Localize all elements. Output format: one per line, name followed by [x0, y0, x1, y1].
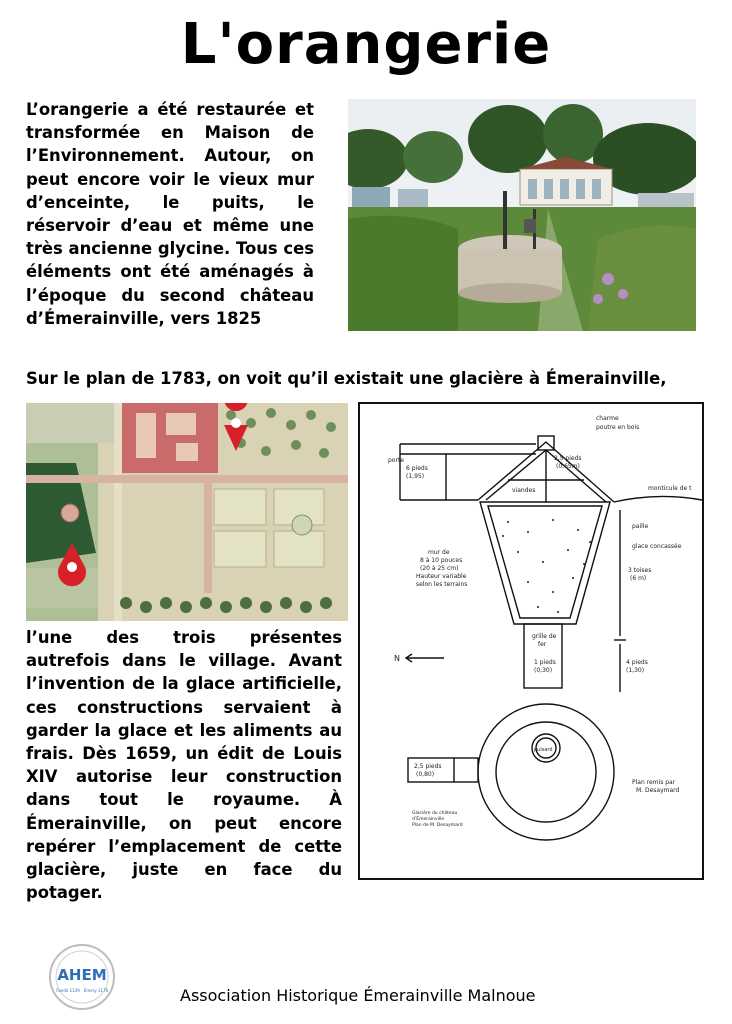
- label-puits2: (0,30): [534, 667, 553, 674]
- label-mur2: 8 à 10 pouces: [420, 557, 463, 564]
- label-north: N: [394, 654, 400, 663]
- label-mur1: mur de: [428, 549, 450, 556]
- label-puisard: puisard: [534, 747, 553, 753]
- label-credit1: Glacière du château: [412, 811, 458, 816]
- glaciere-diagram: [358, 402, 704, 880]
- label-pieds-right-m: (1,30): [626, 667, 645, 674]
- label-poutre: poutre en bois: [596, 424, 640, 431]
- label-caption1: Plan remis par: [632, 779, 676, 786]
- label-grille2: fer: [538, 641, 547, 648]
- orangerie-photo: [348, 99, 696, 331]
- label-mur5: selon les terrains: [416, 581, 468, 588]
- label-puits1: 1 pieds: [534, 659, 556, 666]
- glaciere-paragraph: l’une des trois présentes autrefois dans le village. Avant l’invention de la glace artificielle, ces constructions servaient à garder la glace et les aliments au frais. Dès 1659, un édit de Louis XIV autorise leur construction dans tout le royaume. À Émerainville, on peut encore repérer l’emplacement de cette glacière, juste en face du potager.: [26, 628, 342, 903]
- label-toises-m: (6 m): [630, 575, 647, 582]
- ahem-logo: [46, 942, 118, 1012]
- label-porte: porte: [388, 457, 404, 464]
- label-mur3: (20 à 25 cm): [420, 565, 459, 572]
- label-plan-small: 2,5 pieds: [414, 763, 442, 770]
- label-charme: charme: [596, 415, 619, 422]
- label-pieds-right: 4 pieds: [626, 659, 648, 666]
- logo-text: AHEM: [57, 966, 107, 984]
- label-pieds-top: 2,5 pieds: [554, 455, 582, 462]
- logo-sub-right: Émery 1176: [83, 988, 109, 993]
- label-plan-small-m: (0,80): [416, 771, 435, 778]
- plan-1783-map: [26, 403, 348, 621]
- label-credit3: Plan de M. Desaymard: [412, 823, 463, 828]
- logo-sub-left: Fondé 1129: [56, 988, 80, 993]
- intro-paragraph: L’orangerie a été restaurée et transformée en Maison de l’Environnement. Autour, on peut encore voir le vieux mur d’enceinte, le puits, le réservoir d’eau et même une très ancienne glycine. Tous ces éléments ont été aménagés à l’époque du second château d’Émerainville, vers 1825: [26, 100, 314, 328]
- label-caption2: M. Desaymard: [636, 787, 680, 794]
- plan-caption: Sur le plan de 1783, on voit qu’il existait une glacière à Émerainville,: [26, 369, 667, 388]
- label-monticule: monticule de t: [648, 485, 692, 492]
- label-mur4: Hauteur variable: [416, 573, 467, 580]
- label-pieds-left-m: (1,95): [406, 473, 425, 480]
- label-viandes: viandes: [512, 487, 536, 494]
- label-toises: 3 toises: [628, 567, 652, 574]
- label-credit2: d’Émerainville: [412, 817, 445, 822]
- label-pieds-left: 6 pieds: [406, 465, 428, 472]
- label-paille: paille: [632, 523, 649, 530]
- page-title: L'orangerie: [180, 12, 552, 77]
- label-glace: glace concassée: [632, 543, 682, 550]
- label-grille: grille de: [532, 633, 557, 640]
- footer-association: Association Historique Émerainville Malnoue: [180, 986, 536, 1005]
- label-pieds-top-m: (0,65m): [556, 463, 580, 470]
